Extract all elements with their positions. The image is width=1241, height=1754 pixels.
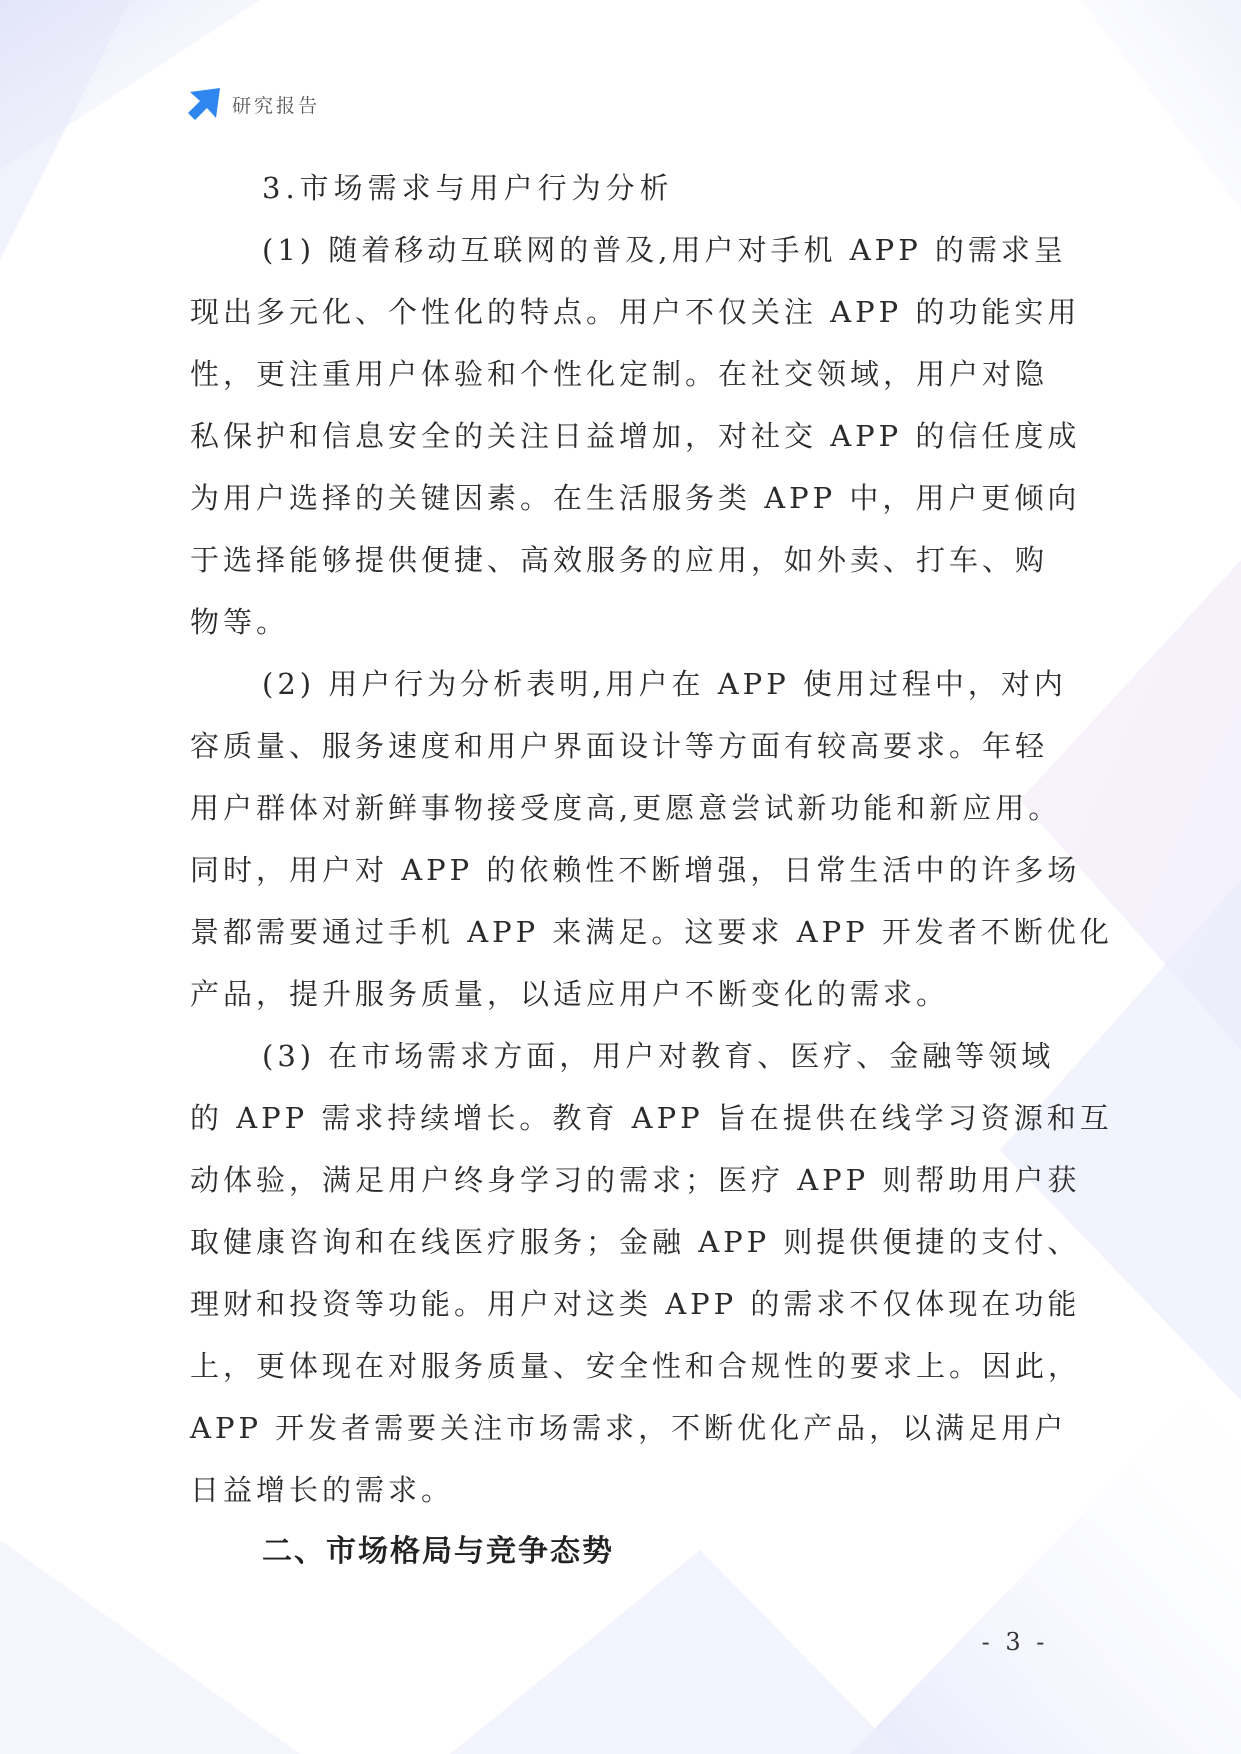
paragraph-line: APP 开发者需要关注市场需求，不断优化产品，以满足用户 <box>190 1411 1068 1445</box>
paragraph-line: 的 APP 需求持续增长。教育 APP 旨在提供在线学习资源和互 <box>190 1101 1113 1135</box>
paragraph <box>190 219 1081 653</box>
next-section-heading: 二、市场格局与竞争态势 <box>262 1534 614 1569</box>
paragraph-line: 用户群体对新鲜事物接受度高,更愿意尝试新功能和新应用。 <box>190 791 1062 825</box>
paragraph-line: 产品，提升服务质量，以适应用户不断变化的需求。 <box>190 977 950 1011</box>
paragraph-line: 为用户选择的关键因素。在生活服务类 APP 中，用户更倾向 <box>190 481 1081 515</box>
page-number: - 3 - <box>981 1628 1049 1656</box>
paragraph-line: 容质量、服务速度和用户界面设计等方面有较高要求。年轻 <box>190 729 1049 763</box>
paragraph-line: 上，更体现在对服务质量、安全性和合规性的要求上。因此， <box>190 1349 1082 1383</box>
paragraph-line: (2) 用户行为分析表明,用户在 APP 使用过程中，对内 <box>262 667 1067 701</box>
paragraph-line: 现出多元化、个性化的特点。用户不仅关注 APP 的功能实用 <box>190 295 1081 329</box>
paragraph-line: 物等。 <box>190 605 290 639</box>
paragraph-line: 性，更注重用户体验和个性化定制。在社交领域，用户对隐 <box>190 357 1049 391</box>
report-header <box>186 86 320 122</box>
arrow-logo-icon <box>186 86 222 122</box>
paragraph-line: (1) 随着移动互联网的普及,用户对手机 APP 的需求呈 <box>262 233 1067 267</box>
paragraph-line: 同时，用户对 APP 的依赖性不断增强，日常生活中的许多场 <box>190 853 1081 887</box>
paragraph <box>190 653 1113 1025</box>
paragraph-line: 取健康咨询和在线医疗服务；金融 APP 则提供便捷的支付、 <box>190 1225 1081 1259</box>
paragraph-line: 理财和投资等功能。用户对这类 APP 的需求不仅体现在功能 <box>190 1287 1081 1321</box>
paragraph-line: 动体验，满足用户终身学习的需求；医疗 APP 则帮助用户获 <box>190 1163 1081 1197</box>
paragraph-list <box>190 219 1113 1521</box>
paragraph-line: 日益增长的需求。 <box>190 1473 455 1507</box>
section-heading: 3.市场需求与用户行为分析 <box>262 171 674 205</box>
document-body <box>190 157 1113 1583</box>
paragraph-line: (3) 在市场需求方面，用户对教育、医疗、金融等领域 <box>262 1039 1055 1073</box>
paragraph-line: 私保护和信息安全的关注日益增加，对社交 APP 的信任度成 <box>190 419 1081 453</box>
paragraph-line: 景都需要通过手机 APP 来满足。这要求 APP 开发者不断优化 <box>190 915 1113 949</box>
paragraph <box>190 1025 1113 1521</box>
paragraph-line: 于选择能够提供便捷、高效服务的应用，如外卖、打车、购 <box>190 543 1049 577</box>
brand-label: 研究报告 <box>232 94 321 117</box>
